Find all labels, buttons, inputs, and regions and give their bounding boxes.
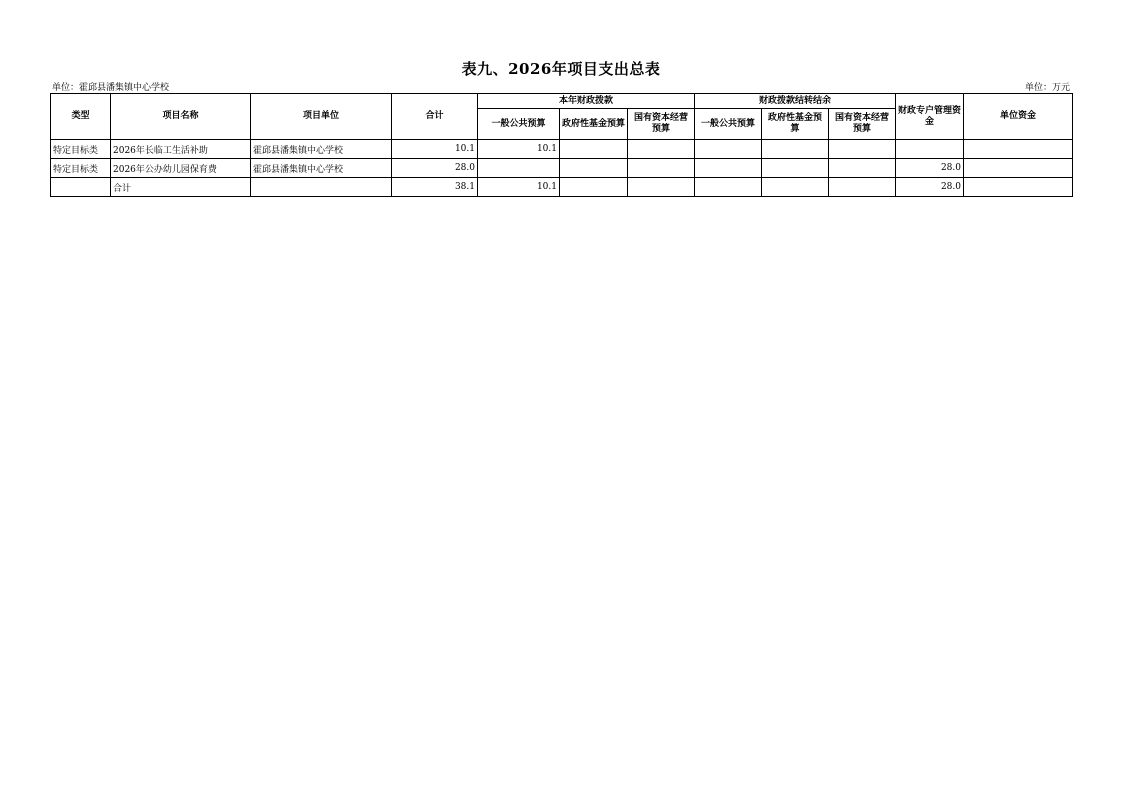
header-state-capital-budget: 国有资本经营预算 <box>628 109 695 140</box>
cell-total: 10.1 <box>392 140 478 159</box>
cell-special-fund: 28.0 <box>896 178 964 197</box>
header-general-budget: 一般公共预算 <box>478 109 560 140</box>
cell-project-name: 2026年公办幼儿园保育费 <box>111 159 251 178</box>
table-row <box>51 140 1073 159</box>
header-project-unit: 项目单位 <box>251 94 392 140</box>
cell-project-unit <box>251 178 392 197</box>
project-expenditure-table <box>50 93 1073 197</box>
header-total: 合计 <box>392 94 478 140</box>
cell-type: 特定目标类 <box>51 140 111 159</box>
header-current-year-group: 本年财政拨款 <box>478 94 695 109</box>
cell-carry-gov-fund-budget <box>762 178 829 197</box>
table-row <box>51 159 1073 178</box>
cell-project-unit: 霍邱县潘集镇中心学校 <box>251 140 392 159</box>
cell-general-budget: 10.1 <box>478 178 560 197</box>
unit-currency: 单位：万元 <box>1024 83 1070 93</box>
cell-total: 28.0 <box>392 159 478 178</box>
cell-project-name: 2026年长临工生活补助 <box>111 140 251 159</box>
cell-type: 特定目标类 <box>51 159 111 178</box>
unit-organization: 单位：霍邱县潘集镇中心学校 <box>52 83 170 93</box>
cell-general-budget <box>478 159 560 178</box>
cell-unit-fund <box>964 140 1073 159</box>
cell-carry-general-budget <box>695 159 762 178</box>
cell-state-capital-budget <box>628 140 695 159</box>
page-title: 表九、2026年项目支出总表 <box>461 60 661 78</box>
header-carry-general-budget: 一般公共预算 <box>695 109 762 140</box>
cell-special-fund: 28.0 <box>896 159 964 178</box>
cell-carry-gov-fund-budget <box>762 159 829 178</box>
header-carry-state-capital-budget: 国有资本经营预算 <box>829 109 896 140</box>
header-gov-fund-budget: 政府性基金预算 <box>560 109 628 140</box>
cell-gov-fund-budget <box>560 159 628 178</box>
cell-project-name: 合计 <box>111 178 251 197</box>
cell-carry-general-budget <box>695 178 762 197</box>
cell-carry-general-budget <box>695 140 762 159</box>
cell-general-budget: 10.1 <box>478 140 560 159</box>
cell-state-capital-budget <box>628 178 695 197</box>
cell-unit-fund <box>964 178 1073 197</box>
cell-gov-fund-budget <box>560 178 628 197</box>
cell-carry-gov-fund-budget <box>762 140 829 159</box>
cell-carry-state-capital-budget <box>829 178 896 197</box>
cell-gov-fund-budget <box>560 140 628 159</box>
cell-state-capital-budget <box>628 159 695 178</box>
cell-carry-state-capital-budget <box>829 159 896 178</box>
header-special-fund: 财政专户管理资金 <box>896 94 964 140</box>
cell-special-fund <box>896 140 964 159</box>
header-carryover-group: 财政拨款结转结余 <box>695 94 896 109</box>
table-row-total <box>51 178 1073 197</box>
header-carry-gov-fund-budget: 政府性基金预算 <box>762 109 829 140</box>
cell-project-unit: 霍邱县潘集镇中心学校 <box>251 159 392 178</box>
cell-total: 38.1 <box>392 178 478 197</box>
header-type: 类型 <box>51 94 111 140</box>
cell-unit-fund <box>964 159 1073 178</box>
cell-type <box>51 178 111 197</box>
header-unit-fund: 单位资金 <box>964 94 1073 140</box>
header-project-name: 项目名称 <box>111 94 251 140</box>
cell-carry-state-capital-budget <box>829 140 896 159</box>
